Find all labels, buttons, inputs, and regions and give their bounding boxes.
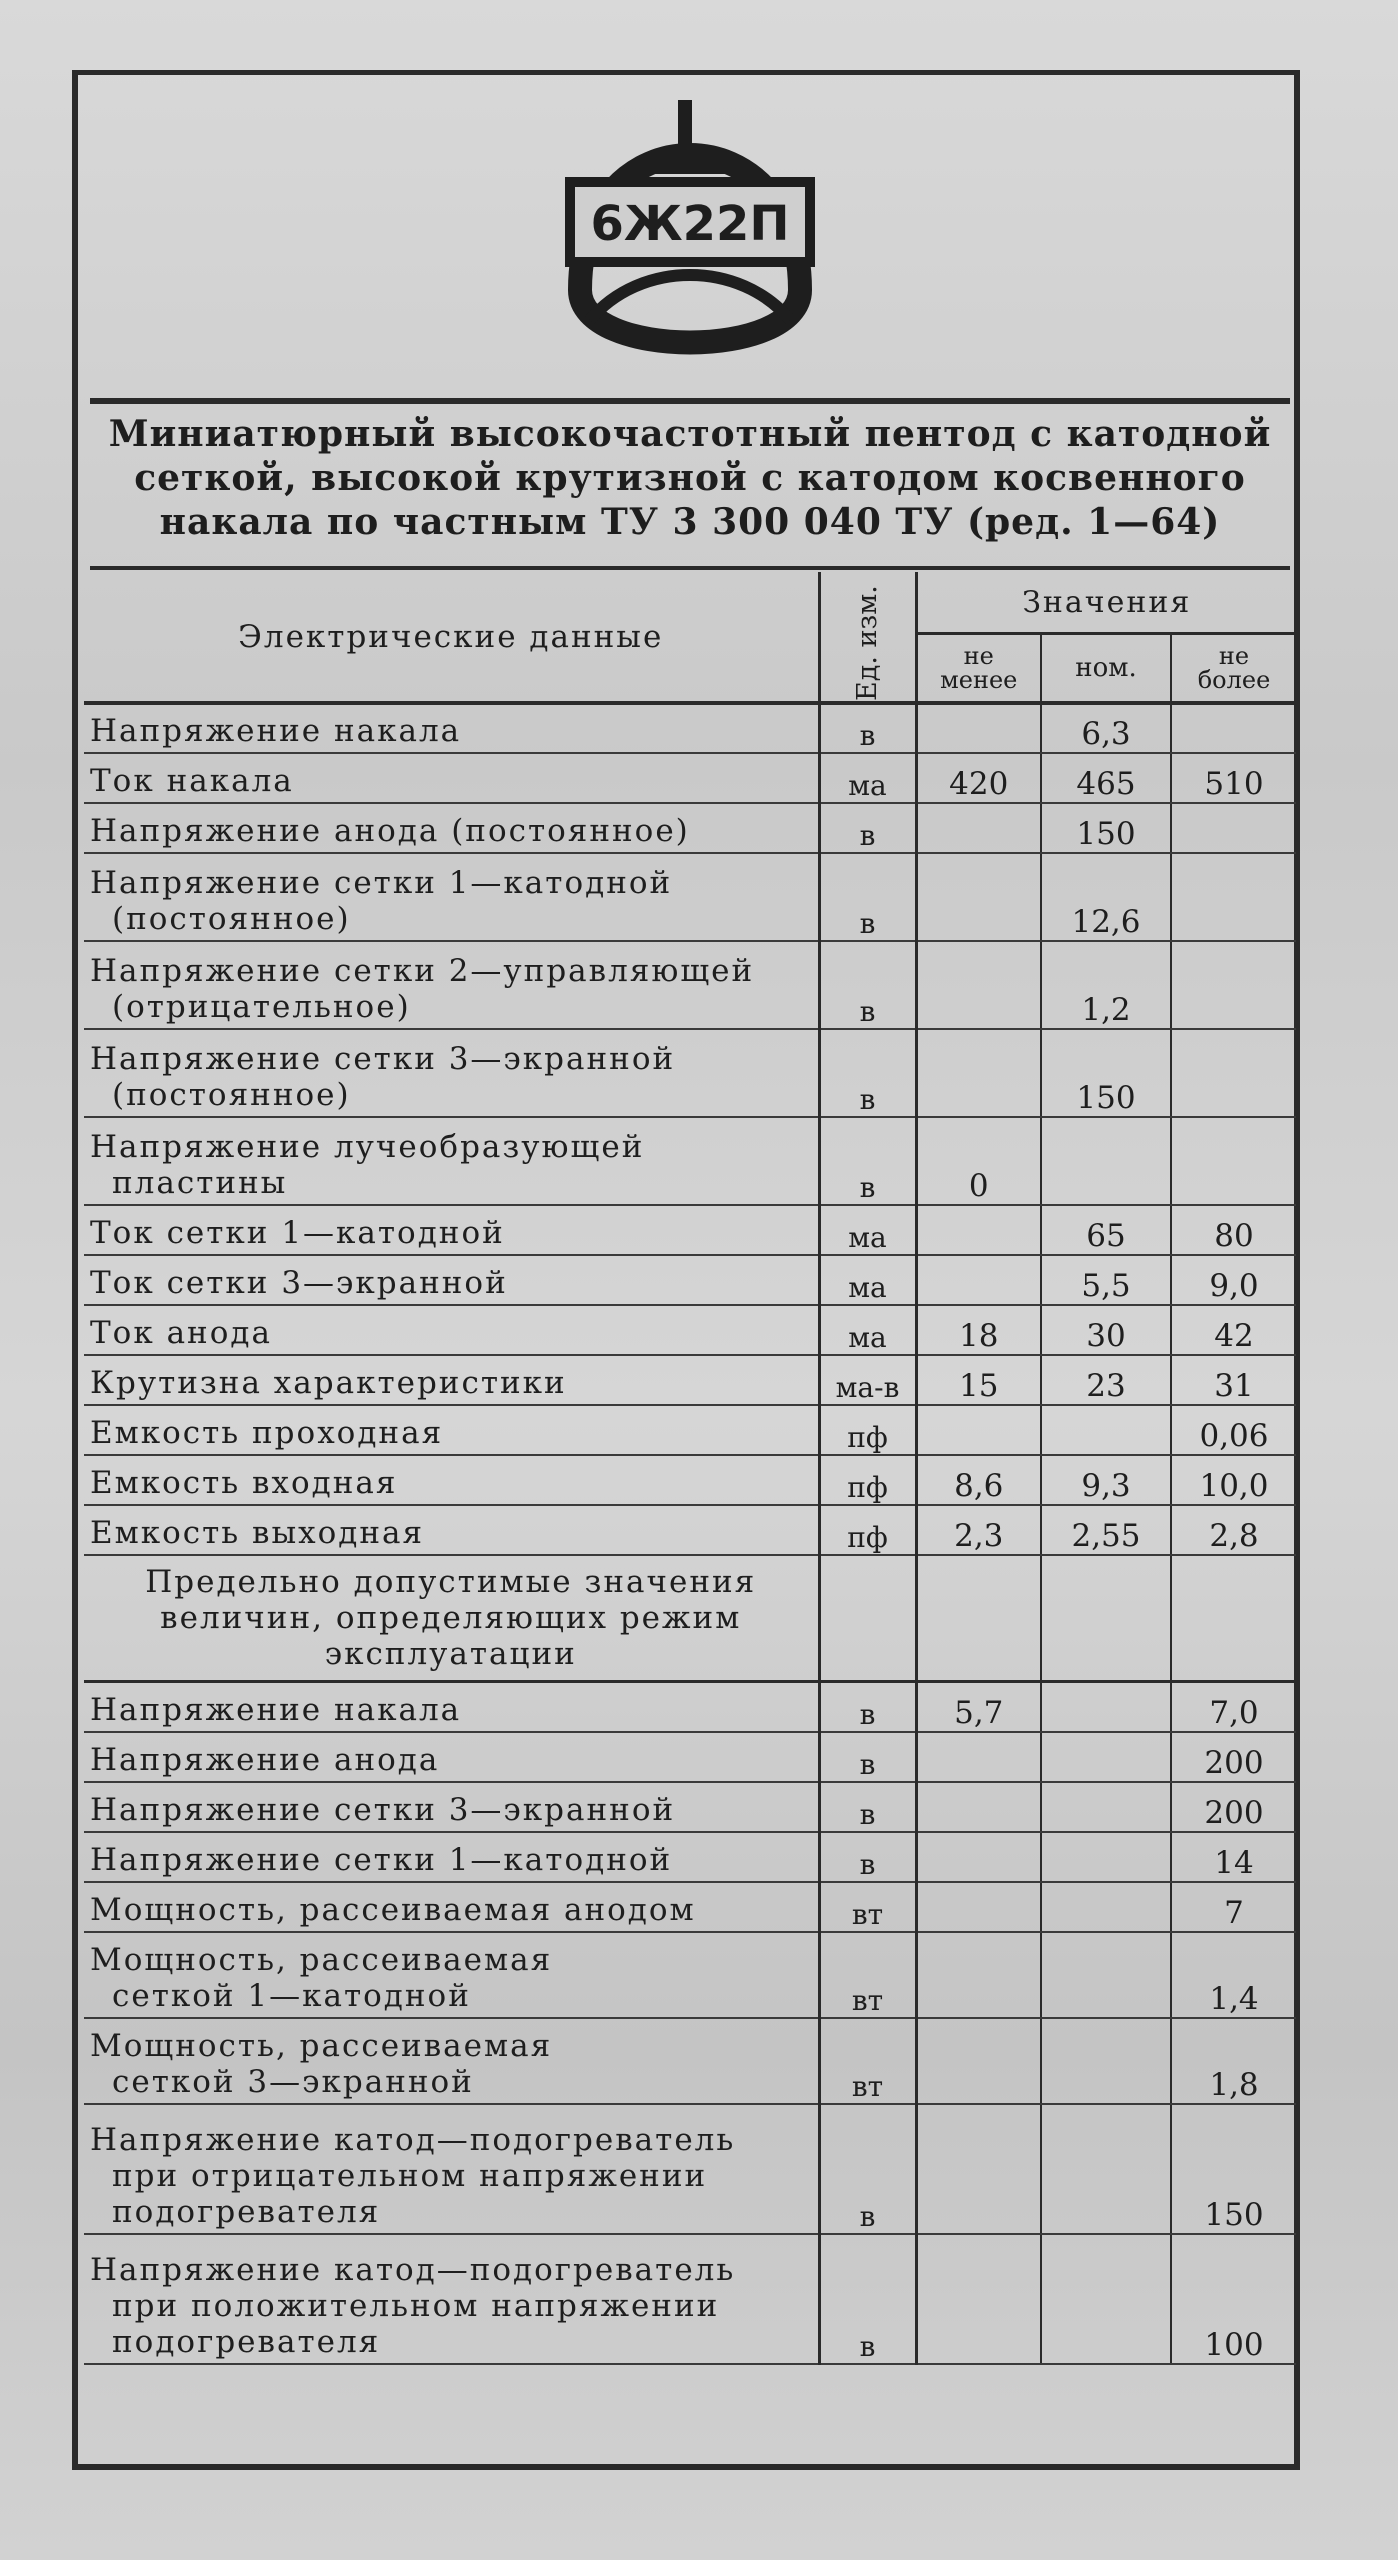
parameter-unit: в: [819, 703, 916, 753]
header-max: [1171, 634, 1296, 704]
parameter-name: [84, 1029, 819, 1117]
value-max: 14: [1171, 1832, 1296, 1882]
value-min: [916, 1832, 1041, 1882]
table-row: [84, 1255, 1296, 1305]
parameter-name-line: Мощность, рассеиваемая анодом: [90, 1891, 696, 1928]
spec-table: [84, 572, 1296, 2365]
value-min: [916, 2018, 1041, 2104]
title-top-rule: [90, 398, 1290, 404]
parameter-name-line: Напряжение катод—подогреватель: [90, 2251, 736, 2288]
value-min: 8,6: [916, 1455, 1041, 1505]
value-max: [1171, 1117, 1296, 1205]
value-min: [916, 1882, 1041, 1932]
parameter-name-line: Напряжение сетки 1—катодной: [90, 865, 673, 901]
table-row: [84, 1505, 1296, 1555]
header-unit-label: Ед. изм.: [851, 585, 883, 701]
parameter-name-line: Ток анода: [90, 1315, 272, 1351]
parameter-unit: вт: [819, 1932, 916, 2018]
table-row: [84, 1682, 1296, 1732]
parameter-name-line: Напряжение сетки 2—управляющей: [90, 953, 755, 989]
table-row: [84, 1355, 1296, 1405]
title-line: Миниатюрный высокочастотный пентод с катодной: [108, 413, 1272, 455]
parameter-name: [84, 1505, 819, 1555]
table-row: [84, 1029, 1296, 1117]
value-max: [1171, 941, 1296, 1029]
value-min: 18: [916, 1305, 1041, 1355]
parameter-unit: ма-в: [819, 1355, 916, 1405]
value-max: 1,4: [1171, 1932, 1296, 2018]
value-nom: 465: [1041, 753, 1171, 803]
parameter-name-line: подогревателя: [112, 2193, 381, 2230]
parameter-name: [84, 941, 819, 1029]
parameter-unit: в: [819, 1682, 916, 1732]
parameter-unit: вт: [819, 2018, 916, 2104]
value-max: 31: [1171, 1355, 1296, 1405]
parameter-name-line: Напряжение анода: [90, 1741, 440, 1778]
parameter-name: [84, 703, 819, 753]
parameter-name: [84, 1355, 819, 1405]
limit-rows: [84, 1682, 1296, 2364]
table-row: [84, 1832, 1296, 1882]
value-nom: [1041, 1782, 1171, 1832]
table-row: [84, 1117, 1296, 1205]
parameter-unit: в: [819, 1029, 916, 1117]
parameter-unit: ма: [819, 1205, 916, 1255]
parameter-unit: в: [819, 1117, 916, 1205]
value-min: [916, 1029, 1041, 1117]
value-nom: 9,3: [1041, 1455, 1171, 1505]
parameter-name-line: Емкость проходная: [90, 1415, 444, 1451]
title-line: сеткой, высокой крутизной с катодом косвенного: [134, 457, 1246, 499]
value-min: 420: [916, 753, 1041, 803]
parameter-name-line: (постоянное): [112, 901, 351, 937]
value-max: [1171, 803, 1296, 853]
value-nom: 6,3: [1041, 703, 1171, 753]
section-unit-cell: [819, 1555, 916, 1682]
section-title-line: эксплуатации: [324, 1636, 577, 1672]
value-min: [916, 2104, 1041, 2234]
header-electrical-data: Электрические данные: [84, 572, 819, 703]
header-max-line: не: [1218, 642, 1250, 670]
parameter-name-line: Напряжение катод—подогреватель: [90, 2121, 736, 2158]
parameter-name: [84, 803, 819, 853]
header-values: Значения: [916, 572, 1296, 634]
parameter-name-line: сеткой 3—экранной: [112, 2063, 474, 2100]
value-min: [916, 1405, 1041, 1455]
table-row: [84, 1305, 1296, 1355]
parameter-name-line: (постоянное): [112, 1077, 351, 1113]
value-nom: [1041, 2234, 1171, 2364]
table-row: [84, 1732, 1296, 1782]
title-line: накала по частным ТУ 3 300 040 ТУ (ред. 1—64): [159, 501, 1221, 543]
parameter-unit: в: [819, 1782, 916, 1832]
value-max: [1171, 853, 1296, 941]
section-min-cell: [916, 1555, 1041, 1682]
parameter-name: [84, 1782, 819, 1832]
value-nom: 150: [1041, 1029, 1171, 1117]
value-nom: [1041, 1932, 1171, 2018]
value-nom: 1,2: [1041, 941, 1171, 1029]
header-min-line: не: [963, 642, 994, 670]
table-row: [84, 753, 1296, 803]
value-min: [916, 853, 1041, 941]
value-max: 200: [1171, 1732, 1296, 1782]
header-min: [916, 634, 1041, 704]
parameter-unit: в: [819, 941, 916, 1029]
parameter-name-line: при положительном напряжении: [112, 2287, 720, 2324]
electrical-rows: [84, 703, 1296, 1555]
value-nom: [1041, 1405, 1171, 1455]
value-nom: [1041, 1882, 1171, 1932]
parameter-name-line: Крутизна характеристики: [90, 1365, 567, 1401]
parameter-name-line: Напряжение накала: [90, 713, 462, 749]
value-min: [916, 703, 1041, 753]
table-row: [84, 941, 1296, 1029]
parameter-name-line: Ток накала: [90, 763, 294, 799]
parameter-unit: в: [819, 2104, 916, 2234]
table-top-rule: [90, 566, 1290, 570]
header-nom: ном.: [1041, 634, 1171, 704]
value-min: [916, 941, 1041, 1029]
parameter-name: [84, 1117, 819, 1205]
parameter-name: [84, 1305, 819, 1355]
parameter-unit: в: [819, 853, 916, 941]
value-nom: [1041, 1682, 1171, 1732]
parameter-unit: ма: [819, 1305, 916, 1355]
value-min: [916, 1782, 1041, 1832]
value-max: 7: [1171, 1882, 1296, 1932]
table-row: [84, 1782, 1296, 1832]
value-nom: 30: [1041, 1305, 1171, 1355]
parameter-name: [84, 2018, 819, 2104]
section-max-cell: [1171, 1555, 1296, 1682]
spec-table-header: [84, 572, 1296, 703]
parameter-name: [84, 1205, 819, 1255]
value-min: [916, 803, 1041, 853]
parameter-name-line: Напряжение сетки 1—катодной: [90, 1841, 673, 1878]
parameter-unit: вт: [819, 1882, 916, 1932]
parameter-name-line: Напряжение сетки 3—экранной: [90, 1791, 676, 1828]
value-nom: 12,6: [1041, 853, 1171, 941]
table-row: [84, 703, 1296, 753]
parameter-unit: ма: [819, 1255, 916, 1305]
parameter-name-line: Мощность, рассеиваемая: [90, 2027, 553, 2064]
value-max: 100: [1171, 2234, 1296, 2364]
parameter-name-line: (отрицательное): [112, 989, 411, 1025]
value-min: [916, 1255, 1041, 1305]
value-nom: 150: [1041, 803, 1171, 853]
header-unit: [819, 572, 916, 703]
value-max: 150: [1171, 2104, 1296, 2234]
value-nom: [1041, 1732, 1171, 1782]
parameter-name-line: Емкость входная: [90, 1465, 398, 1501]
value-max: 2,8: [1171, 1505, 1296, 1555]
value-nom: 2,55: [1041, 1505, 1171, 1555]
parameter-name: [84, 753, 819, 803]
value-min: 0: [916, 1117, 1041, 1205]
parameter-name: [84, 2234, 819, 2364]
value-nom: 65: [1041, 1205, 1171, 1255]
parameter-name-line: Ток сетки 1—катодной: [90, 1215, 505, 1251]
parameter-name-line: Напряжение анода (постоянное): [90, 813, 690, 849]
value-max: 510: [1171, 753, 1296, 803]
parameter-name: [84, 1255, 819, 1305]
value-min: [916, 1205, 1041, 1255]
parameter-name: [84, 1732, 819, 1782]
parameter-name: [84, 853, 819, 941]
value-nom: 23: [1041, 1355, 1171, 1405]
parameter-unit: в: [819, 1832, 916, 1882]
document-title: [100, 412, 1280, 544]
value-min: [916, 1932, 1041, 2018]
table-row: [84, 1882, 1296, 1932]
parameter-unit: в: [819, 1732, 916, 1782]
parameter-name-line: подогревателя: [112, 2323, 381, 2360]
parameter-name-line: сеткой 1—катодной: [112, 1977, 471, 2014]
parameter-name: [84, 1832, 819, 1882]
parameter-unit: пф: [819, 1505, 916, 1555]
value-max: 9,0: [1171, 1255, 1296, 1305]
parameter-unit: в: [819, 803, 916, 853]
parameter-unit: ма: [819, 753, 916, 803]
table-row: [84, 2104, 1296, 2234]
parameter-name-line: при отрицательном напряжении: [112, 2157, 708, 2194]
value-nom: [1041, 1832, 1171, 1882]
section-title-line: Предельно допустимые значения: [145, 1564, 757, 1600]
parameter-unit: пф: [819, 1455, 916, 1505]
parameter-name-line: Ток сетки 3—экранной: [90, 1265, 508, 1301]
section-title: [84, 1555, 819, 1682]
parameter-name-line: Напряжение сетки 3—экранной: [90, 1041, 676, 1077]
value-max: 200: [1171, 1782, 1296, 1832]
value-max: 1,8: [1171, 2018, 1296, 2104]
header-min-line: менее: [940, 666, 1018, 694]
value-min: 5,7: [916, 1682, 1041, 1732]
parameter-name: [84, 1455, 819, 1505]
table-row: [84, 1205, 1296, 1255]
parameter-name-line: Емкость выходная: [90, 1515, 425, 1551]
value-max: 10,0: [1171, 1455, 1296, 1505]
section-title-line: величин, определяющих режим: [160, 1600, 742, 1636]
parameter-name: [84, 1882, 819, 1932]
limits-section: [84, 1555, 1296, 1682]
tube-logo: [560, 90, 820, 380]
parameter-name-line: Напряжение накала: [90, 1691, 462, 1728]
parameter-name-line: Напряжение лучеобразующей: [90, 1129, 645, 1165]
value-max: 42: [1171, 1305, 1296, 1355]
header-max-line: более: [1197, 666, 1271, 694]
parameter-name: [84, 1932, 819, 2018]
table-row: [84, 1405, 1296, 1455]
value-min: [916, 2234, 1041, 2364]
parameter-name: [84, 1405, 819, 1455]
parameter-name-line: пластины: [112, 1165, 288, 1201]
value-max: 0,06: [1171, 1405, 1296, 1455]
section-header-row: [84, 1555, 1296, 1682]
value-max: 80: [1171, 1205, 1296, 1255]
value-nom: [1041, 1117, 1171, 1205]
table-row: [84, 853, 1296, 941]
value-nom: [1041, 2104, 1171, 2234]
value-max: [1171, 1029, 1296, 1117]
table-row: [84, 2234, 1296, 2364]
logo-label: 6Ж22П: [590, 196, 790, 252]
value-min: [916, 1732, 1041, 1782]
section-nom-cell: [1041, 1555, 1171, 1682]
parameter-unit: пф: [819, 1405, 916, 1455]
value-min: 15: [916, 1355, 1041, 1405]
value-max: 7,0: [1171, 1682, 1296, 1732]
parameter-name-line: Мощность, рассеиваемая: [90, 1941, 553, 1978]
table-row: [84, 2018, 1296, 2104]
table-row: [84, 1932, 1296, 2018]
table-row: [84, 803, 1296, 853]
value-nom: [1041, 2018, 1171, 2104]
table-row: [84, 1455, 1296, 1505]
parameter-name: [84, 1682, 819, 1732]
value-nom: 5,5: [1041, 1255, 1171, 1305]
value-max: [1171, 703, 1296, 753]
value-min: 2,3: [916, 1505, 1041, 1555]
parameter-unit: в: [819, 2234, 916, 2364]
parameter-name: [84, 2104, 819, 2234]
